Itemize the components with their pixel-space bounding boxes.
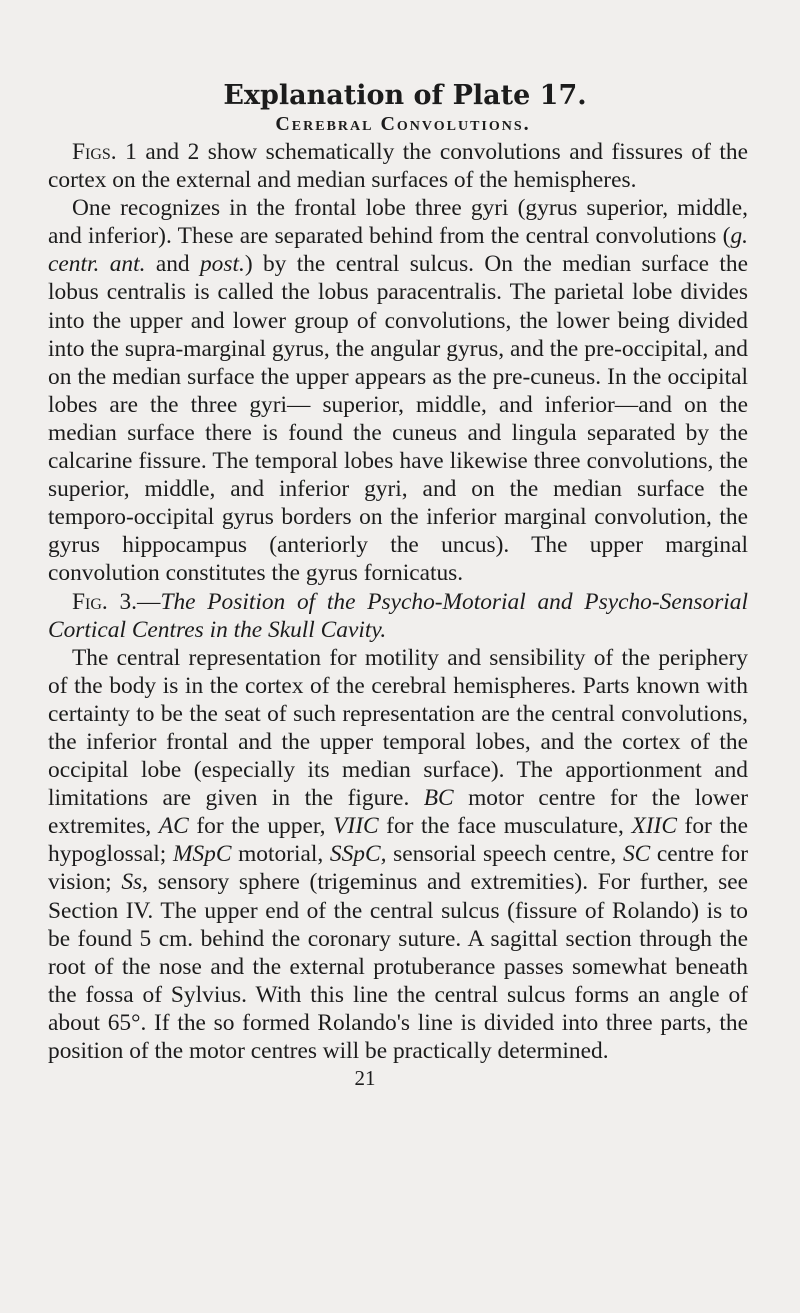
text-run: for the face musculature, bbox=[378, 813, 632, 840]
figure-label: Figs. bbox=[72, 139, 117, 165]
text-run: ) by the central sulcus. On the median surface the lobus centralis is called the lobus paracentralis. The parietal lobe divides into the upper and lower group of convolutions, the lower being divided into the supra-marginal gyrus, the angular gyrus, and the pre-occipital, and on the median surface the upper appears as the pre-cuneus. In the occipital lobes are the three gyri— superior, middle, and inferior—and on the median surface there is found the cuneus and lingula separated by the calcarine fissure. The temporal lobes have likewise three convolutions, the superior, middle, and inferior gyri, and on the median surface the temporo-occipital gyrus borders on the inferior marginal convolution, the gyrus hippocampus (anteriorly the uncus). The upper marginal convolution constitutes the gyrus fornicatus. bbox=[48, 251, 749, 587]
text-run: The central representation for motility and sensibility of the periphery of the body is in the cortex of the cerebral hemispheres. Parts known with certainty to be the seat of such representation are the central convolutions, the inferior frontal and the upper temporal lobes, and the cortex of the occipital lobe (especially its median surface). The apportionment and limitations are given in the figure. bbox=[48, 644, 748, 812]
text-run: motor centre for the lower extremites, bbox=[48, 785, 748, 840]
body-text bbox=[48, 138, 748, 1065]
text-run: sensorial speech centre, bbox=[386, 841, 623, 868]
text-run: sensory sphere (trigeminus and extremities). For further, see Section IV. The upper end of the central sulcus (fissure of Rolando) is to be found 5 cm. behind the coronary suture. A sagittal section through the root of the nose and the external protuberance passes somewhat beneath the fossa of Sylvius. With this line the central sulcus forms an angle of about 65°. If the so formed Rolando's line is divided into three parts, the position of the motor centres will be practically determined. bbox=[48, 869, 748, 1064]
text-run: centre for vision; bbox=[48, 841, 748, 896]
text-run: motorial, bbox=[231, 841, 330, 868]
centre-abbreviation: MSpC bbox=[172, 841, 232, 868]
centre-abbreviation: Ss, bbox=[121, 869, 149, 896]
centre-abbreviation: SC bbox=[622, 841, 651, 868]
text-run: for the upper, bbox=[188, 813, 334, 840]
paragraph-fig-3-caption bbox=[48, 588, 748, 644]
text-run: 3.— bbox=[107, 588, 161, 615]
italic-abbreviation: post. bbox=[199, 251, 245, 278]
page-title: Explanation of Plate 17. bbox=[223, 80, 587, 111]
paragraph-figs-1-2 bbox=[48, 138, 748, 194]
section-subtitle: Cerebral Convolutions. bbox=[275, 113, 531, 135]
centre-abbreviation: BC bbox=[423, 785, 454, 812]
figure-title: The Position of the Psycho-Motorial and Psycho-Sensorial Cortical Centres in the Skull Cavity. bbox=[48, 588, 748, 643]
page bbox=[48, 80, 748, 1091]
paragraph-text: 1 and 2 show schematically the convolutions and fissures of the cortex on the external and median surfaces of the hemispheres. bbox=[48, 139, 748, 194]
centre-abbreviation: AC bbox=[158, 813, 189, 840]
text-run: and bbox=[145, 251, 200, 278]
centre-abbreviation: SSpC, bbox=[329, 841, 387, 868]
text-run: One recognizes in the frontal lobe three gyri (gyrus superior, middle, and inferior). These are separated behind from the central convolutions ( bbox=[48, 195, 748, 250]
figure-label: Fig. bbox=[72, 588, 108, 615]
italic-abbreviation: g. centr. ant. bbox=[48, 223, 748, 278]
paragraph-centres bbox=[48, 644, 748, 1065]
text-run: for the hypoglossal; bbox=[48, 813, 748, 868]
page-number: 21 bbox=[354, 1066, 376, 1091]
centre-abbreviation: VIIC bbox=[333, 813, 379, 840]
centre-abbreviation: XIIC bbox=[631, 813, 677, 840]
paragraph-lobes bbox=[48, 194, 748, 587]
